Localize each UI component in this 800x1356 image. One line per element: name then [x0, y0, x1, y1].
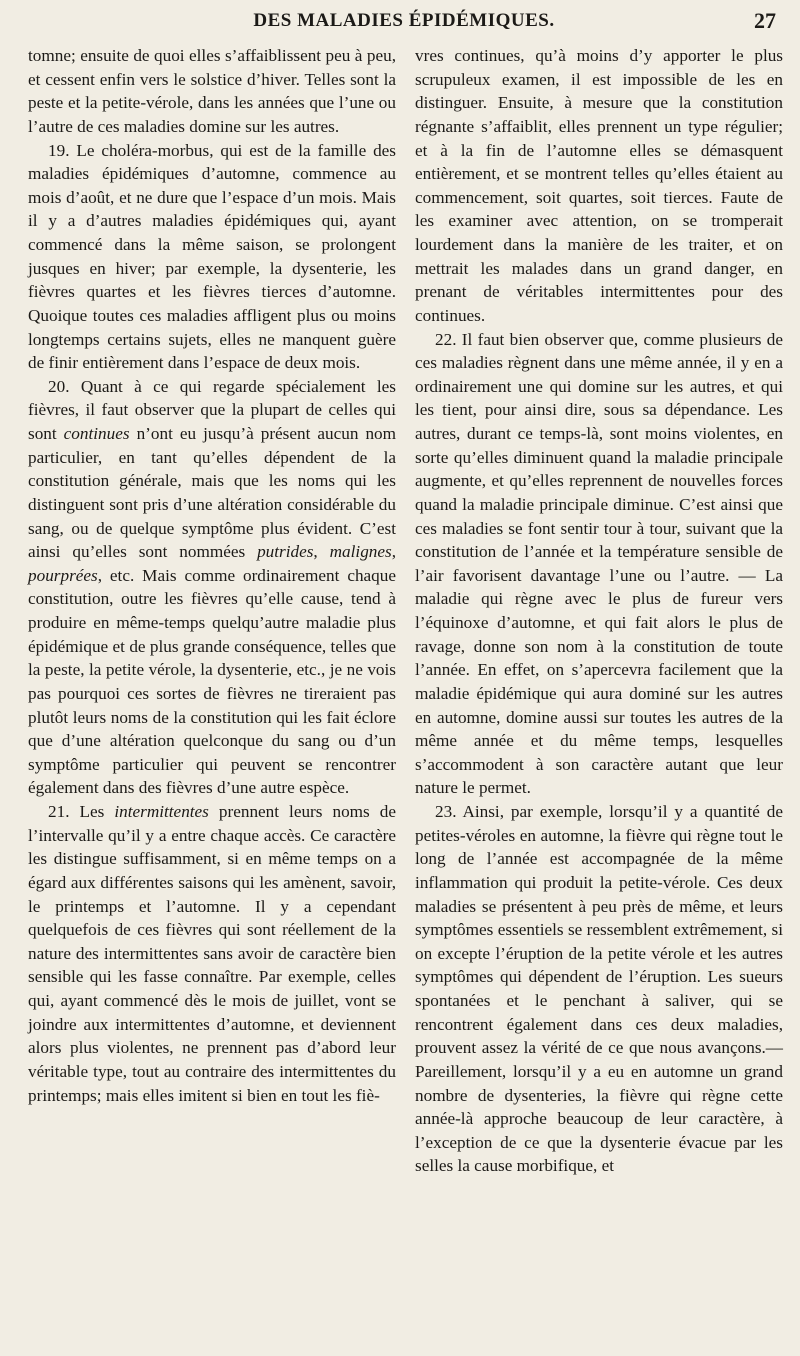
- paragraph-21: [28, 800, 396, 1107]
- paragraph-20: [28, 375, 396, 800]
- paragraph-19: 19. Le choléra-morbus, qui est de la famille des maladies épidémiques d’automne, commence au mois d’août, et ne dure que l’espace d’un mois. Mais il y a d’autres maladies épidémiques qui, ayant commencé dans la même saison, se prolongent jusques en hiver; par exemple, la dysenterie, les fièvres quartes et les fièvres tierces d’automne. Quoique toutes ces maladies affligent plus ou moins longtemps certains sujets, elles ne manquent guère de finir entièrement dans l’espace de deux mois.: [28, 140, 396, 373]
- term-malignes: malignes: [329, 542, 392, 562]
- text-run: n’ont eu jusqu’à présent aucun nom particulier, en tant qu’elles dépendent de la constitution générale, mais que les noms qui les distinguent sont pris d’une altération considérable du sang, ou de quelque symptôme plus évident. C’est ainsi qu’elles sont nommées: [28, 424, 396, 562]
- text-run: , etc. Mais comme ordinairement chaque constitution, outre les fièvres qu’elle cause, tend à produire en même-temps quelqu’autre maladie plus épidémique et de plus grande conséquence, telles que la peste, la petite vérole, la dysenterie, etc., je ne vois pas pourquoi ces sortes de fièvres ne tireraient pas plutôt leurs noms de la constitution qui les fait éclore que d’une altération quelconque du sang ou d’un symptôme particulier qui peuvent se rencontrer également dans des fièvres d’une autre espèce.: [28, 565, 396, 798]
- term-putrides: putrides: [257, 542, 314, 562]
- text-run: 20. Quant à ce qui regarde spécialement les fièvres, il faut observer que la plupart de celles qui sont: [28, 376, 396, 443]
- paragraph-23: 23. Ainsi, par exemple, lorsqu’il y a quantité de petites-véroles en automne, la fièvre qui règne tout le long de l’année est accompagnée de la même inflammation qui produit la petite-vérole. Ces deux maladies se présentent à peu près de même, et leurs symptômes essentiels se ressemblent extrêmement, si on excepte l’éruption de la petite vérole et les autres symptômes qui dépendent de l’éruption. Les sueurs spontanées et le penchant à saliver, qui se rencontrent également dans ces deux maladies, prouvent assez la vérité de ce que nous avançons.— Pareillement, lorsqu’il y a eu en automne un grand nombre de dysenteries, la fièvre qui règne cette année-là approche beaucoup de leur caractère, à l’exception de ce que la dysenterie évacue par les selles la cause morbifique, et: [415, 802, 783, 1176]
- term-continues: continues: [63, 424, 130, 443]
- paragraph-22: 22. Il faut bien observer que, comme plusieurs de ces maladies règnent dans une même année, il y en a ordinairement une qui domine sur les autres, et qui les tient, pour ainsi dire, sous sa dépendance. Les autres, durant ce temps-là, sont moins violentes, en sorte qu’elles diminuent quand la maladie principale augmente, et qu’elles reprennent de nouvelles forces quand la maladie principale diminue. C’est ainsi que ces maladies se font sentir tour à tour, suivant que la constitution de l’année et la température sensible de l’air favorisent davantage l’une ou l’autre. — La maladie qui règne avec le plus de fureur vers l’équinoxe d’automne, et qui fait alors le plus de ravage, donne son nom à la constitution de toute l’année. En effet, on s’apercevra facilement que la maladie épidémique qui aura dominé sur les autres en automne, domine aussi sur toutes les autres de la même année et du même temps, lesquelles s’accommodent à son caractère autant que leur nature le permet.: [415, 329, 783, 798]
- text-run: prennent leurs noms de l’intervalle qu’il y a entre chaque accès. Ce caractère les distingue suffisamment, si en même temps on a égard aux différentes saisons qui les amènent, savoir, le printemps et l’automne. Il y a cependant quelquefois de ces fièvres qui sont réellement de la nature des intermittentes sans avoir de caractère bien sensible qui les fasse connaître. Par exemple, celles qui, ayant commencé dès le mois de juillet, vont se joindre aux intermittentes d’automne, et deviennent alors plus violentes, ne prennent pas d’abord leur véritable type, tout au contraire des intermittentes du printemps; mais elles imitent si bien en tout les fiè-: [28, 802, 396, 1105]
- page-number: 27: [754, 8, 776, 33]
- right-column: [415, 44, 783, 1178]
- paragraph-continued: vres continues, qu’à moins d’y apporter le plus scrupuleux examen, il est impossible de les en distinguer. Ensuite, à mesure que la constitution régnante s’affaiblit, elles prennent un type régulier; et à la fin de l’automne elles se démasquent entièrement, et se montrent telles qu’elles étaient au commencement, soit quartes, soit tierces. Faute de les examiner avec attention, on se tromperait lourdement dans la manière de les traiter, et on mettrait les malades dans un grand danger, en prenant de véritables intermittentes pour des continues.: [415, 46, 783, 325]
- text-run: ,: [391, 542, 396, 562]
- running-title: DES MALADIES ÉPIDÉMIQUES.: [253, 10, 555, 31]
- text-run: ,: [313, 542, 330, 562]
- text-run: 21. Les: [48, 802, 115, 821]
- paragraph-continued: tomne; ensuite de quoi elles s’affaiblissent peu à peu, et cessent enfin vers le solstice d’hiver. Telles sont la peste et la petite-vérole, dans les années que l’une ou l’autre de ces maladies domine sur les autres.: [28, 46, 396, 136]
- page-header: [30, 8, 778, 34]
- term-intermittentes: intermittentes: [114, 802, 209, 821]
- term-pourprees: pourprées: [28, 565, 98, 585]
- left-column: [28, 44, 396, 1107]
